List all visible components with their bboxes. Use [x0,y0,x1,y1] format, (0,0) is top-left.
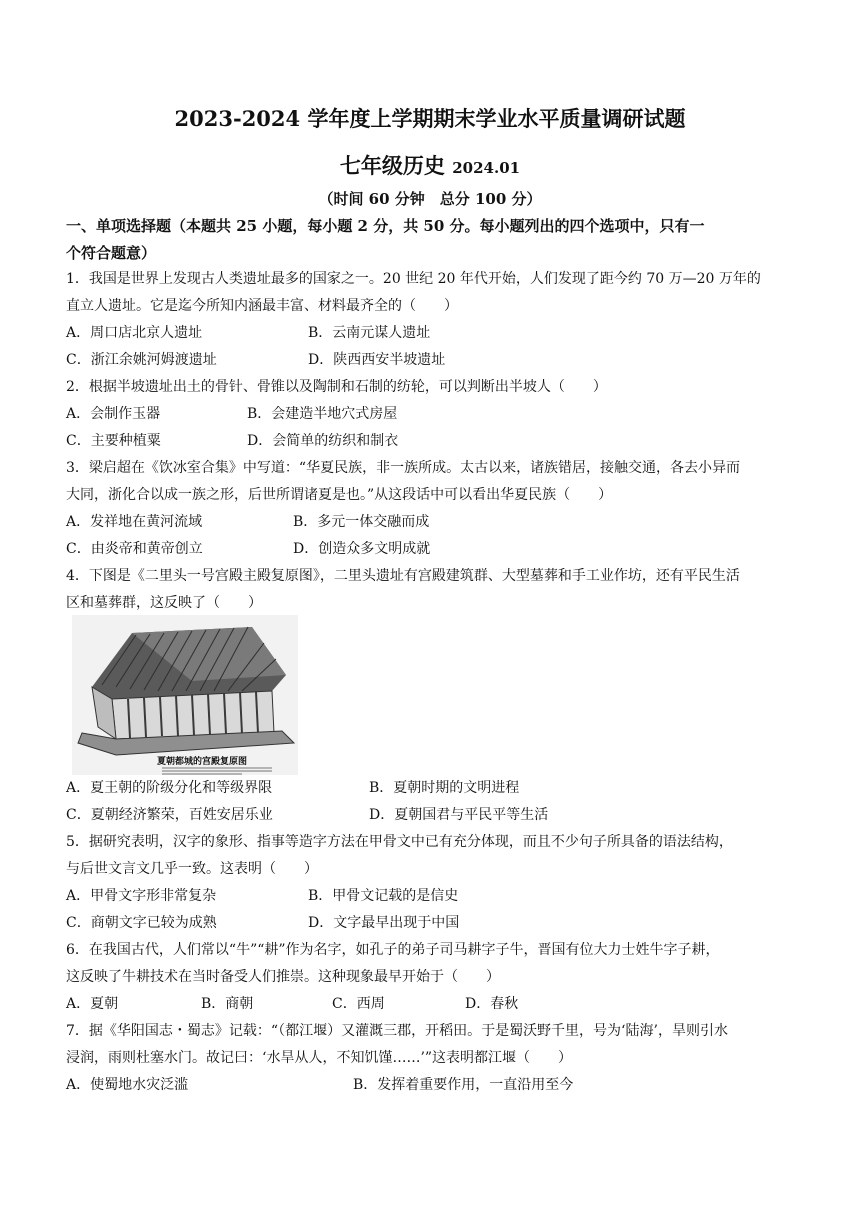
q6-option-b: B．商朝 [201,996,254,1012]
q1-option-a: A．周口店北京人遗址 [66,325,203,341]
q5-option-b: B．甲骨文记载的是信史 [308,888,459,904]
q4-option-d: D．夏朝国君与平民平等生活 [369,807,549,823]
subject-label: 七年级历史 [339,153,445,178]
q5-option-c: C．商朝文字已较为成熟 [66,915,217,931]
time-info: （时间 60 分钟 总分 100 分） [318,190,542,208]
q2-option-b: B．会建造半地穴式房屋 [247,406,398,422]
section-heading-line-2: 个符合题意） [66,244,157,262]
q5-option-d: D．文字最早出现于中国 [308,915,460,931]
question-6 [66,937,720,991]
q7-option-b: B．发挥着重要作用，一直沿用至今 [353,1077,574,1093]
question-text-line: 大同，浙化合以成一族之形，后世所谓诸夏是也。”从这段话中可以看出华夏民族（ ） [66,487,613,503]
question-5 [66,829,733,883]
q3-option-c: C．由炎帝和黄帝创立 [66,541,203,557]
question-text-line: 1．我国是世界上发现古人类遗址最多的国家之一。20 世纪 20 年代开始，人们发现了距今约 70 万—20 万年的 [66,271,761,287]
q4-option-c: C．夏朝经济繁荣，百姓安居乐业 [66,807,273,823]
question-text-line: 6．在我国古代，人们常以“牛”“耕”作为名字，如孔子的弟子司马耕字子牛，晋国有位大力士姓牛字子耕， [66,942,720,958]
exam-date: 2024.01 [452,159,521,177]
q2-option-a: A．会制作玉器 [66,406,161,422]
q6-option-d: D．春秋 [465,996,519,1012]
q3-option-b: B．多元一体交融而成 [293,514,430,530]
q2-option-c: C．主要种植粟 [66,433,161,449]
exam-subtitle [0,150,860,180]
q2-option-d: D．会简单的纺织和制衣 [247,433,399,449]
q3-option-d: D．创造众多文明成就 [293,541,431,557]
question-7 [66,1018,728,1072]
question-text-line: 与后世文言文几乎一致。这表明（ ） [66,861,318,877]
question-3 [66,455,740,509]
figure-caption: 夏朝都城的宫殿复原图 [156,757,248,767]
q1-option-d: D．陕西西安半坡遗址 [308,352,446,368]
question-text-line: 2．根据半坡遗址出土的骨针、骨锥以及陶制和石制的纺轮，可以判断出半坡人（ ） [66,379,607,395]
question-text-line: 4．下图是《二里头一号宫殿主殿复原图》，二里头遗址有宫殿建筑群、大型墓葬和手工业作坊，还有平民生活 [66,568,740,584]
q6-option-c: C．西周 [332,996,385,1012]
section-heading-line-1: 一、单项选择题（本题共 25 小题，每小题 2 分，共 50 分。每小题列出的四个选项中，只有一 [66,217,705,235]
question-1 [66,266,761,320]
question-2 [66,374,607,401]
question-text-line: 3．梁启超在《饮冰室合集》中写道：“华夏民族，非一族所成。太古以来，诸族错居，接触交通，各去小异而 [66,460,741,476]
palace-reconstruction-image [72,615,298,775]
q7-option-a: A．使蜀地水灾泛滥 [66,1077,189,1093]
section-heading [66,213,796,267]
question-text-line: 这反映了牛耕技术在当时备受人们推崇。这种现象最早开始于（ ） [66,969,500,985]
q3-option-a: A．发祥地在黄河流域 [66,514,203,530]
question-text-line: 直立人遗址。它是迄今所知内涵最丰富、材料最齐全的（ ） [66,298,458,314]
question-text-line: 区和墓葬群，这反映了（ ） [66,595,262,611]
q6-option-a: A．夏朝 [66,996,119,1012]
q4-option-b: B．夏朝时期的文明进程 [369,780,520,796]
question-4 [66,563,740,617]
question-text-line: 浸润，雨则杜塞水门。故记曰：‘水旱从人，不知饥馑……’”这表明都江堰（ ） [66,1050,573,1066]
q4-option-a: A．夏王朝的阶级分化和等级界限 [66,780,273,796]
question-text-line: 7．据《华阳国志・蜀志》记载：“（都江堰）又灌溉三郡，开稻田。于是蜀沃野千里，号为‘陆海’，旱则引水 [66,1023,728,1039]
q1-option-b: B．云南元谋人遗址 [308,325,431,341]
exam-title: 2023-2024 学年度上学期期末学业水平质量调研试题 [174,106,686,131]
question-text-line: 5．据研究表明，汉字的象形、指事等造字方法在甲骨文中已有充分体现，而且不少句子所具备的语法结构， [66,834,733,850]
q1-option-c: C．浙江余姚河姆渡遗址 [66,352,217,368]
q5-option-a: A．甲骨文字形非常复杂 [66,888,217,904]
